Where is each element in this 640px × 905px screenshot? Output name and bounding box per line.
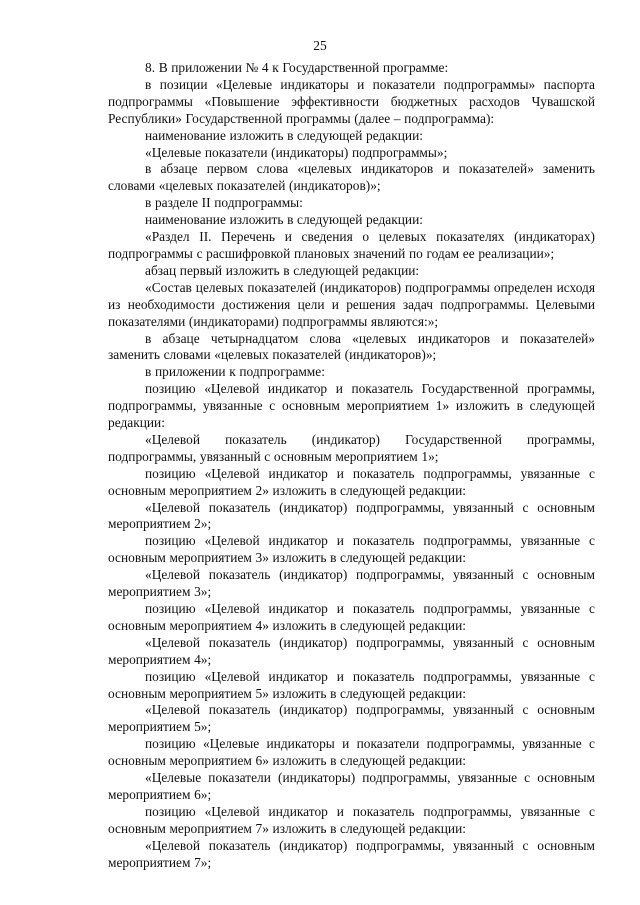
paragraph: позицию «Целевой индикатор и показатель Государственной программы, подпрограммы, увязанные с основным мероприятием 1» изложить в следующей редакции:	[108, 381, 595, 431]
paragraph: позицию «Целевые индикаторы и показатели подпрограммы, увязанные с основным мероприятием 6» изложить в следующей редакции:	[108, 736, 595, 769]
paragraph: наименование изложить в следующей редакции:	[145, 127, 423, 143]
paragraph-quote: «Целевой показатель (индикатор) подпрограммы, увязанный с основным мероприятием 7»;	[108, 837, 595, 870]
paragraph-quote: «Целевой показатель (индикатор) Государственной программы, подпрограммы, увязанный с основным мероприятием 1»;	[108, 431, 595, 464]
paragraph: в разделе II подпрограммы:	[145, 195, 303, 211]
paragraph: позицию «Целевой индикатор и показатель подпрограммы, увязанные с основным мероприятием 2» изложить в следующей редакции:	[108, 465, 595, 498]
paragraph-quote: «Целевые показатели (индикаторы) подпрограммы»;	[145, 144, 448, 160]
paragraph: в позиции «Целевые индикаторы и показатели подпрограммы» паспорта подпрограммы «Повышение эффективности бюджетных расходов Чувашской Республики» Государственной программы (далее – подпрограмма):	[108, 76, 595, 126]
paragraph: абзац первый изложить в следующей редакции:	[145, 262, 420, 278]
paragraph: позицию «Целевой индикатор и показатель подпрограммы, увязанные с основным мероприятием 5» изложить в следующей редакции:	[108, 668, 595, 701]
document-body	[108, 60, 595, 872]
paragraph-quote: «Целевой показатель (индикатор) подпрограммы, увязанный с основным мероприятием 2»;	[108, 499, 595, 532]
paragraph: в абзаце первом слова «целевых индикаторов и показателей» заменить словами «целевых показателей (индикаторов)»;	[108, 161, 595, 194]
paragraph-quote: «Целевой показатель (индикатор) подпрограммы, увязанный с основным мероприятием 4»;	[108, 634, 595, 667]
paragraph-quote: «Состав целевых показателей (индикаторов) подпрограммы определен исходя из необходимости достижения цели и решения задач подпрограммы. Целевыми показателями (индикаторами) подпрограммы являются:»;	[108, 279, 595, 329]
paragraph-quote: «Целевые показатели (индикаторы) подпрограммы, увязанные с основным мероприятием 6»;	[108, 770, 595, 802]
page-number: 25	[313, 38, 327, 53]
paragraph-item-number: 8. В приложении № 4 к Государственной программе:	[145, 60, 449, 75]
paragraph-quote: «Целевой показатель (индикатор) подпрограммы, увязанный с основным мероприятием 5»;	[108, 702, 595, 735]
paragraph-quote: «Целевой показатель (индикатор) подпрограммы, увязанный с основным мероприятием 3»;	[108, 567, 595, 600]
paragraph: в абзаце четырнадцатом слова «целевых индикаторов и показателей» заменить словами «целевых показателей (индикаторов)»;	[108, 330, 595, 363]
paragraph: позицию «Целевой индикатор и показатель подпрограммы, увязанные с основным мероприятием 7» изложить в следующей редакции:	[108, 803, 595, 836]
paragraph: позицию «Целевой индикатор и показатель подпрограммы, увязанные с основным мероприятием 4» изложить в следующей редакции:	[108, 601, 595, 633]
paragraph: в приложении к подпрограмме:	[145, 364, 325, 380]
paragraph-quote: «Раздел II. Перечень и сведения о целевых показателях (индикаторах) подпрограммы с расшифровкой плановых значений по годам ее реализации»;	[108, 229, 595, 261]
paragraph: позицию «Целевой индикатор и показатель подпрограммы, увязанные с основным мероприятием 3» изложить в следующей редакции:	[108, 533, 595, 566]
paragraph: наименование изложить в следующей редакции:	[145, 212, 423, 228]
